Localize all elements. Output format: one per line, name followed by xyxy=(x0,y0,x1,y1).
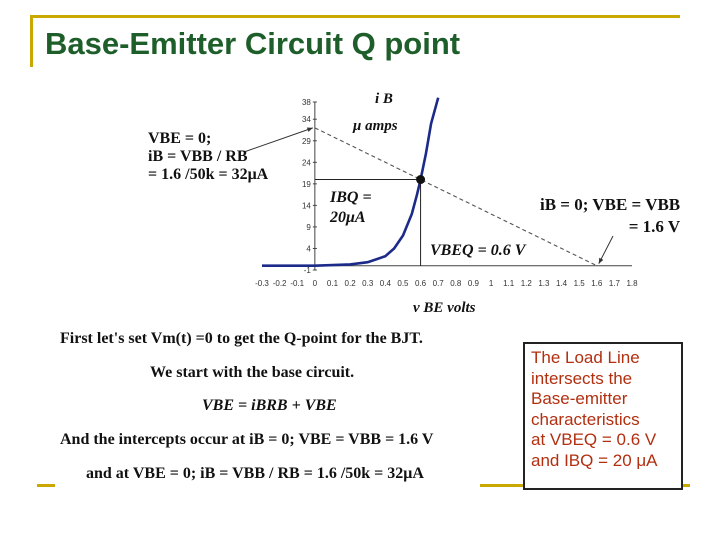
callout-line-6: and IBQ = 20 μA xyxy=(531,450,658,470)
body-line-5: and at VBE = 0; iB = VBB / RB = 1.6 /50k = 32μA xyxy=(86,465,424,482)
body-line-1: First let's set Vm(t) =0 to get the Q-point for the BJT. xyxy=(60,330,423,347)
vbe0-arrow-head xyxy=(307,127,313,131)
y-tick-label: 24 xyxy=(301,158,311,168)
y-tick-label: 38 xyxy=(301,98,311,107)
callout-line-5: at VBEQ = 0.6 V xyxy=(531,430,657,449)
ibq-line2: 20μA xyxy=(330,209,366,226)
y-tick-label: 34 xyxy=(301,115,311,125)
y-axis-label: i B xyxy=(375,91,393,107)
callout-line-2: intersects the xyxy=(531,368,633,388)
x-tick-label: 1.1 xyxy=(503,279,515,288)
x-tick-label: 1.5 xyxy=(573,279,585,288)
y-tick-label: 29 xyxy=(301,136,311,146)
x-tick-label: 1.3 xyxy=(538,279,550,288)
vbeq-annotation: VBEQ = 0.6 V xyxy=(430,242,526,259)
x-tick-label: 1.6 xyxy=(591,279,603,288)
q-point-marker xyxy=(416,175,425,184)
vbe0-annotation xyxy=(148,130,268,184)
x-tick-label: 1 xyxy=(488,279,494,288)
y-tick-label: 4 xyxy=(306,244,311,254)
x-tick-label: 0.8 xyxy=(450,279,462,288)
y-tick-label: 9 xyxy=(306,222,311,232)
ib0-line1: iB = 0; VBE = VBB xyxy=(540,195,681,214)
x-tick-label: 0.9 xyxy=(467,279,479,288)
x-tick-label: 0.7 xyxy=(432,279,444,288)
body-line-2: We start with the base circuit. xyxy=(150,364,355,381)
ib0-line2: = 1.6 V xyxy=(628,217,681,236)
callout-line-1: The Load Line xyxy=(531,348,640,367)
x-tick-label: 0 xyxy=(312,279,318,288)
x-tick-label: 0.4 xyxy=(379,279,391,288)
ib0-annotation xyxy=(540,194,680,238)
vbe0-line3: = 1.6 /50k = 32μA xyxy=(148,166,269,183)
x-tick-label: -0.1 xyxy=(290,279,305,288)
x-tick-label: -0.3 xyxy=(255,279,269,288)
x-tick-label: 0.6 xyxy=(415,279,427,288)
chart-series xyxy=(244,98,613,266)
y-tick-label: -1 xyxy=(303,266,311,275)
x-tick-label: 1.8 xyxy=(626,279,638,288)
x-tick-label: 0.3 xyxy=(362,279,374,288)
x-tick-label: 0.1 xyxy=(326,279,339,288)
x-tick-label: 0.5 xyxy=(397,279,409,288)
y-axis-unit: μ amps xyxy=(353,118,398,134)
x-axis-label: v BE volts xyxy=(413,300,476,316)
y-tick-label: 19 xyxy=(301,179,311,189)
callout-line-4: characteristics xyxy=(531,409,640,429)
x-tick-label: -0.2 xyxy=(272,279,287,288)
x-tick-label: 1.7 xyxy=(608,279,620,288)
diode-curve xyxy=(262,98,438,266)
ibq-annotation xyxy=(330,188,372,228)
load-line-callout xyxy=(523,342,683,490)
x-tick-label: 1.4 xyxy=(555,279,568,288)
body-line-4: And the intercepts occur at iB = 0; VBE = VBB = 1.6 V xyxy=(60,431,434,448)
x-tick-label: 1.2 xyxy=(520,279,532,288)
x-tick-labels xyxy=(255,279,638,288)
vbe0-line2: iB = VBB / RB xyxy=(148,148,248,165)
slide-title: Base-Emitter Circuit Q point xyxy=(45,26,461,61)
y-tick-label: 14 xyxy=(301,201,311,211)
body-line-3: VBE = iBRB + VBE xyxy=(202,397,337,414)
ibq-line1: IBQ = xyxy=(330,189,372,206)
vbe0-line1: VBE = 0; xyxy=(148,130,212,147)
x-tick-label: 0.2 xyxy=(344,279,356,288)
callout-line-3: Base-emitter xyxy=(531,389,628,408)
